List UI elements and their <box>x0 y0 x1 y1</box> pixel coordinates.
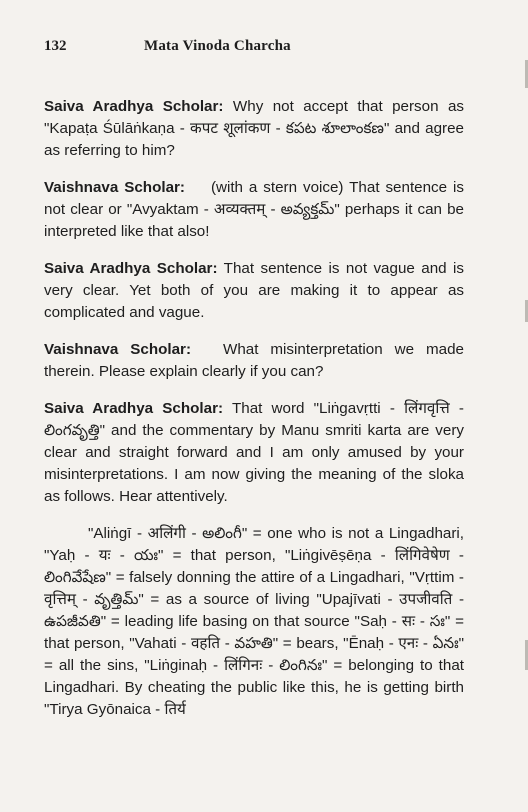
page-header <box>44 38 498 58</box>
speaker-label: Vaishnava Scholar: <box>44 341 192 358</box>
paragraph-2 <box>44 177 464 243</box>
paragraph-text: That sentence is not vague and is very clear. Yet both of you are making it to appear as complicated and vague. <box>44 260 464 321</box>
running-title: Mata Vinoda Charcha <box>144 38 291 54</box>
paragraph-5 <box>44 398 464 508</box>
paragraph-text: (with a stern voice) That sentence is not clear or "Avyaktam - अव्यक्तम् - అవ్యక్తమ్" perhaps it can be interpreted like that also! <box>44 179 464 240</box>
speaker-label: Vaishnava Scholar: <box>44 179 185 196</box>
paragraph-1 <box>44 96 464 162</box>
speaker-label: Saiva Aradhya Scholar: <box>44 98 224 115</box>
speaker-label: Saiva Aradhya Scholar: <box>44 260 218 277</box>
body-text <box>44 96 464 736</box>
page-number: 132 <box>44 38 67 54</box>
paragraph-text: Why not accept that person as "Kapaṭa Śūlāṅkaṇa - कपट शूलांकण - కపట శూలాంకణ" and agree as referring to him? <box>44 98 464 159</box>
paragraph-4 <box>44 339 464 383</box>
paragraph-text: That word "Liṅgavṛtti - लिंगवृत्ति - లింగవృత్తి" and the commentary by Manu smriti karta are very clear and straight forward and I am only amused by your misinterpretations. I am now giving the meaning of the sloka as follows. Hear attentively. <box>44 400 464 505</box>
speaker-label: Saiva Aradhya Scholar: <box>44 400 224 417</box>
paragraph-6 <box>44 523 464 721</box>
paragraph-3 <box>44 258 464 324</box>
paragraph-text: What misinterpretation we made therein. Please explain clearly if you can? <box>44 341 464 380</box>
paragraph-text: "Aliṅgī - अलिंगी - అలింగీ" = one who is not a Lingadhari, "Yaḥ - यः - యః" = that person, "Liṅgivēṣēṇa - लिंगिवेषेण - లింగివేషేణ" = falsely donning the attire of a Lingadhari, "Vṛttim - वृत्तिम् - వృత్తిమ్" = as a source of living "Upajīvati - उपजीवति - ఉపజీవతి" = leading life basing on that source "Saḥ - सः - సః" = that person, "Vahati - वहति - వహతి" = bears, "Ēnaḥ - एनः - ఏనః" = all the sins, "Liṅginaḥ - लिंगिनः - లింగినః" = belonging to that Lingadhari. By cheating the public like this, he is getting birth "Tirya Gyōnaica - तिर्य <box>44 525 464 718</box>
